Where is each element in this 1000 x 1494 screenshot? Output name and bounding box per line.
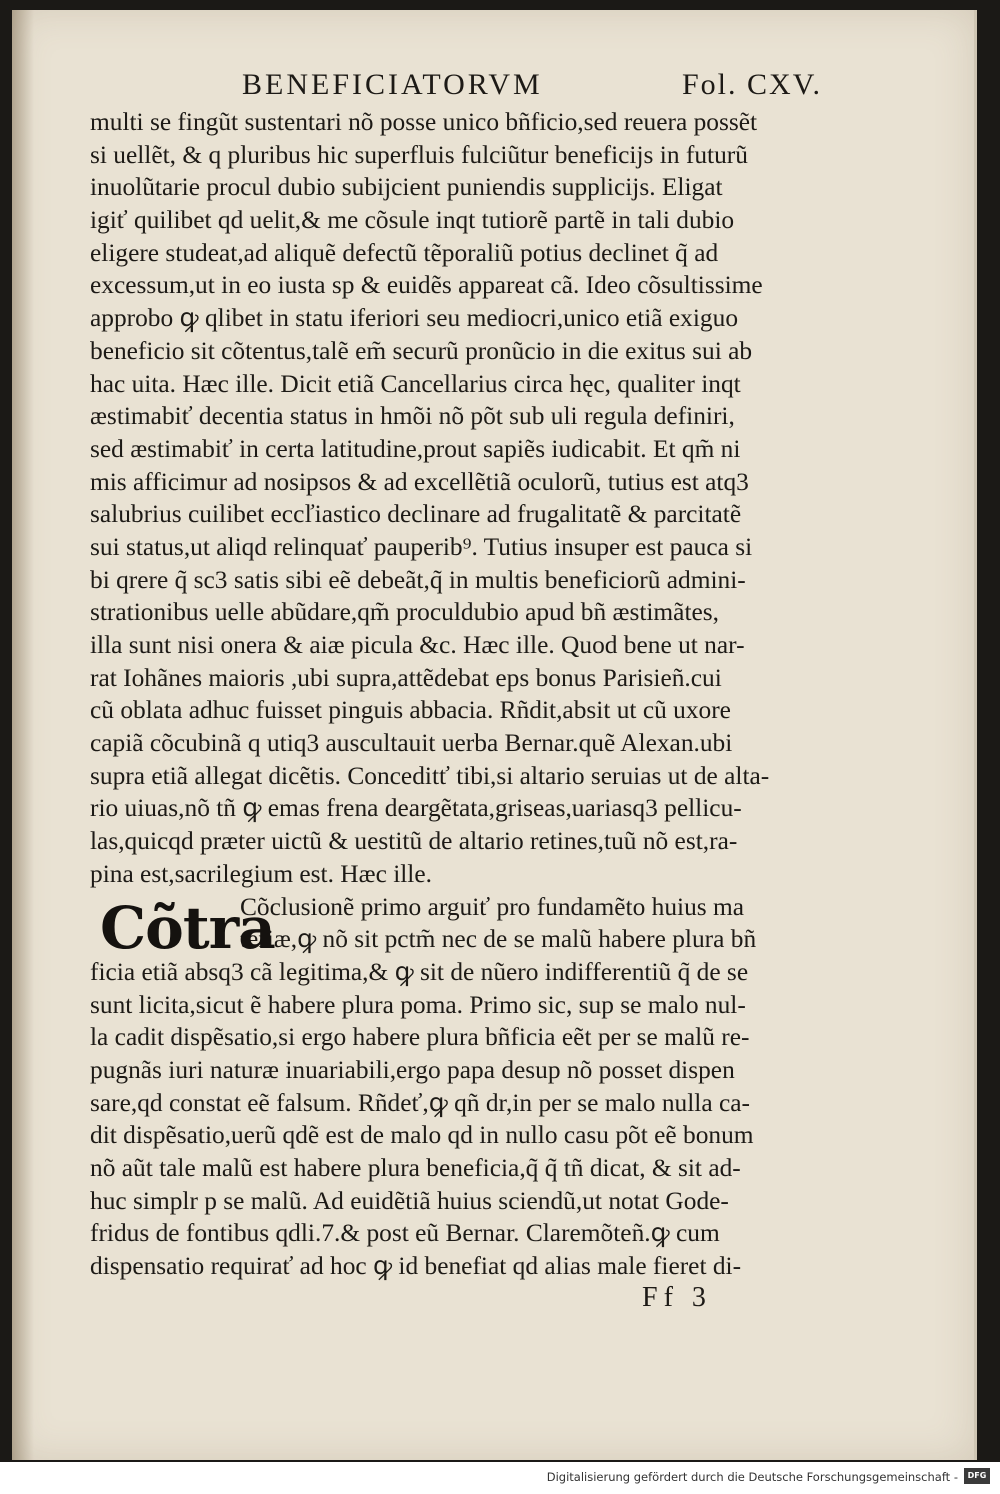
text-line: beneficio sit cõtentus,talẽ em̃ securũ pronũcio in die exitus sui ab — [90, 336, 753, 365]
text-line: igiť quilibet qd uelit,& me cõsule inqt tutiorẽ partẽ in tali dubio — [90, 206, 735, 235]
text-line: supra etiã allegat dicẽtis. Conceditť tibi,si altario seruias ut de alta- — [90, 761, 770, 790]
text-line: salubrius cuilibet eccľiastico declinare ad frugalitatẽ & parcitatẽ — [90, 500, 742, 529]
text-line: sui status,ut aliqd relinquať pauperib⁹. Tutius insuper est pauca si — [90, 532, 753, 561]
text-line: las,quicqd præter uictũ & uestitũ de altario retines,tuũ nõ est,ra- — [90, 827, 738, 856]
footer-bar — [0, 1462, 1000, 1494]
text-line: dit dispẽsatio,uerũ qdẽ est de malo qd in nullo casu põt eẽ bonum — [90, 1121, 754, 1150]
text-line: rio uiuas,nõ tñ ꝙ emas frena deargẽtata,griseas,uariasq3 pellicu- — [90, 794, 742, 823]
text-line: si uellẽt, & q pluribus hic superfluis fulciũtur beneficijs in futurũ — [90, 140, 748, 169]
text-line: dispensatio requirať ad hoc ꝙ id benefiat qd alias male fieret di- — [90, 1252, 742, 1281]
text-line: la cadit dispẽsatio,si ergo habere plura bñficia eẽt per se malũ re- — [90, 1023, 750, 1052]
text-line: excessum,ut in eo iusta sp & euidẽs appareat cã. Ideo cõsultissime — [90, 271, 763, 300]
text-line: approbo ꝙ qlibet in statu iferiori seu mediocri,unico etiã exiguo — [90, 304, 739, 333]
text-line: mis afficimur ad nosipsos & ad excellẽtiã oculorũ, tutius est atq3 — [90, 467, 749, 496]
text-line: bi qrere q̃ sc3 satis sibi eẽ debeãt,q̃ in multis beneficiorũ admini- — [90, 565, 746, 594]
funding-credit: Digitalisierung gefördert durch die Deutsche Forschungsgemeinschaft - — [546, 1470, 958, 1484]
text-line: pina est,sacrilegium est. Hæc ille. — [90, 859, 432, 888]
book-page — [12, 10, 977, 1460]
text-line: pugnãs iuri naturæ inuariabili,ergo papa desup nõ posset dispen — [90, 1055, 735, 1084]
text-line: fridus de fontibus qdli.7.& post eũ Bernar. Claremõteñ.ꝙ cum — [90, 1219, 720, 1248]
text-line: strationibus uelle abũdare,qm̃ proculdubio apud bñ æstimãtes, — [90, 598, 720, 627]
dfg-logo-icon: DFG — [964, 1468, 990, 1484]
text-line: teriæ,ꝙ nõ sit pctm̃ nec de se malũ habere plura bñ — [240, 925, 757, 954]
text-line: nõ aũt tale malũ est habere plura beneficia,q̃ q̃ tñ dicat, & sit ad- — [90, 1154, 741, 1182]
text-block — [90, 106, 870, 1283]
text-line: inuolũtarie procul dubio subijcient puniendis supplicijs. Eligat — [90, 173, 723, 202]
text-line: æstimabiť decentia status in hmõi nõ põt sub uli regula definiri, — [90, 402, 735, 431]
running-head — [242, 68, 882, 108]
text-line: multi se fingũt sustentari nõ posse unico bñficio,sed reuera possẽt — [90, 108, 758, 136]
text-line: ficia etiã absq3 cã legitima,& ꝙ sit de nũero indifferentiũ q̃ de se — [90, 957, 749, 986]
text-line: capiã cõcubinã q utiq3 auscultauit uerba Bernar.quẽ Alexan.ubi — [90, 729, 733, 758]
text-line: eligere studeat,ad aliquẽ defectũ tẽporaliũ potius declinet q̃ ad — [90, 238, 719, 267]
text-line: hac uita. Hæc ille. Dicit etiã Cancellarius circa hęc, qualiter inqt — [90, 369, 741, 398]
folio-number: Fol. CXV. — [682, 68, 822, 101]
text-line: Cõclusionẽ primo arguiť pro fundamẽto huius ma — [240, 892, 745, 921]
text-line: sed æstimabiť in certa latitudine,prout sapiẽs iudicabit. Et qm̃ ni — [90, 434, 741, 463]
running-title: BENEFICIATORVM — [242, 68, 543, 101]
text-line: cũ oblata adhuc fuisset pinguis abbacia. Rñdit,absit ut cũ uxore — [90, 696, 731, 725]
text-line: illa sunt nisi onera & aiæ picula &c. Hæc ille. Quod bene ut nar- — [90, 631, 745, 659]
text-line: huc simplr p se malũ. Ad euidẽtiã huius sciendũ,ut notat Gode- — [90, 1186, 729, 1215]
text-line: rat Iohãnes maioris ,ubi supra,attẽdebat eps bonus Parisieñ.cui — [90, 663, 722, 692]
text-line: sare,qd constat eẽ falsum. Rñdeť,ꝙ qñ dr,in per se malo nulla ca- — [90, 1088, 750, 1117]
decorated-initial-word: Cõtra — [100, 893, 275, 962]
text-line: sunt licita,sicut ẽ habere plura poma. Primo sic, sup se malo nul- — [90, 990, 746, 1019]
signature-mark: Ff 3 — [642, 1282, 712, 1313]
